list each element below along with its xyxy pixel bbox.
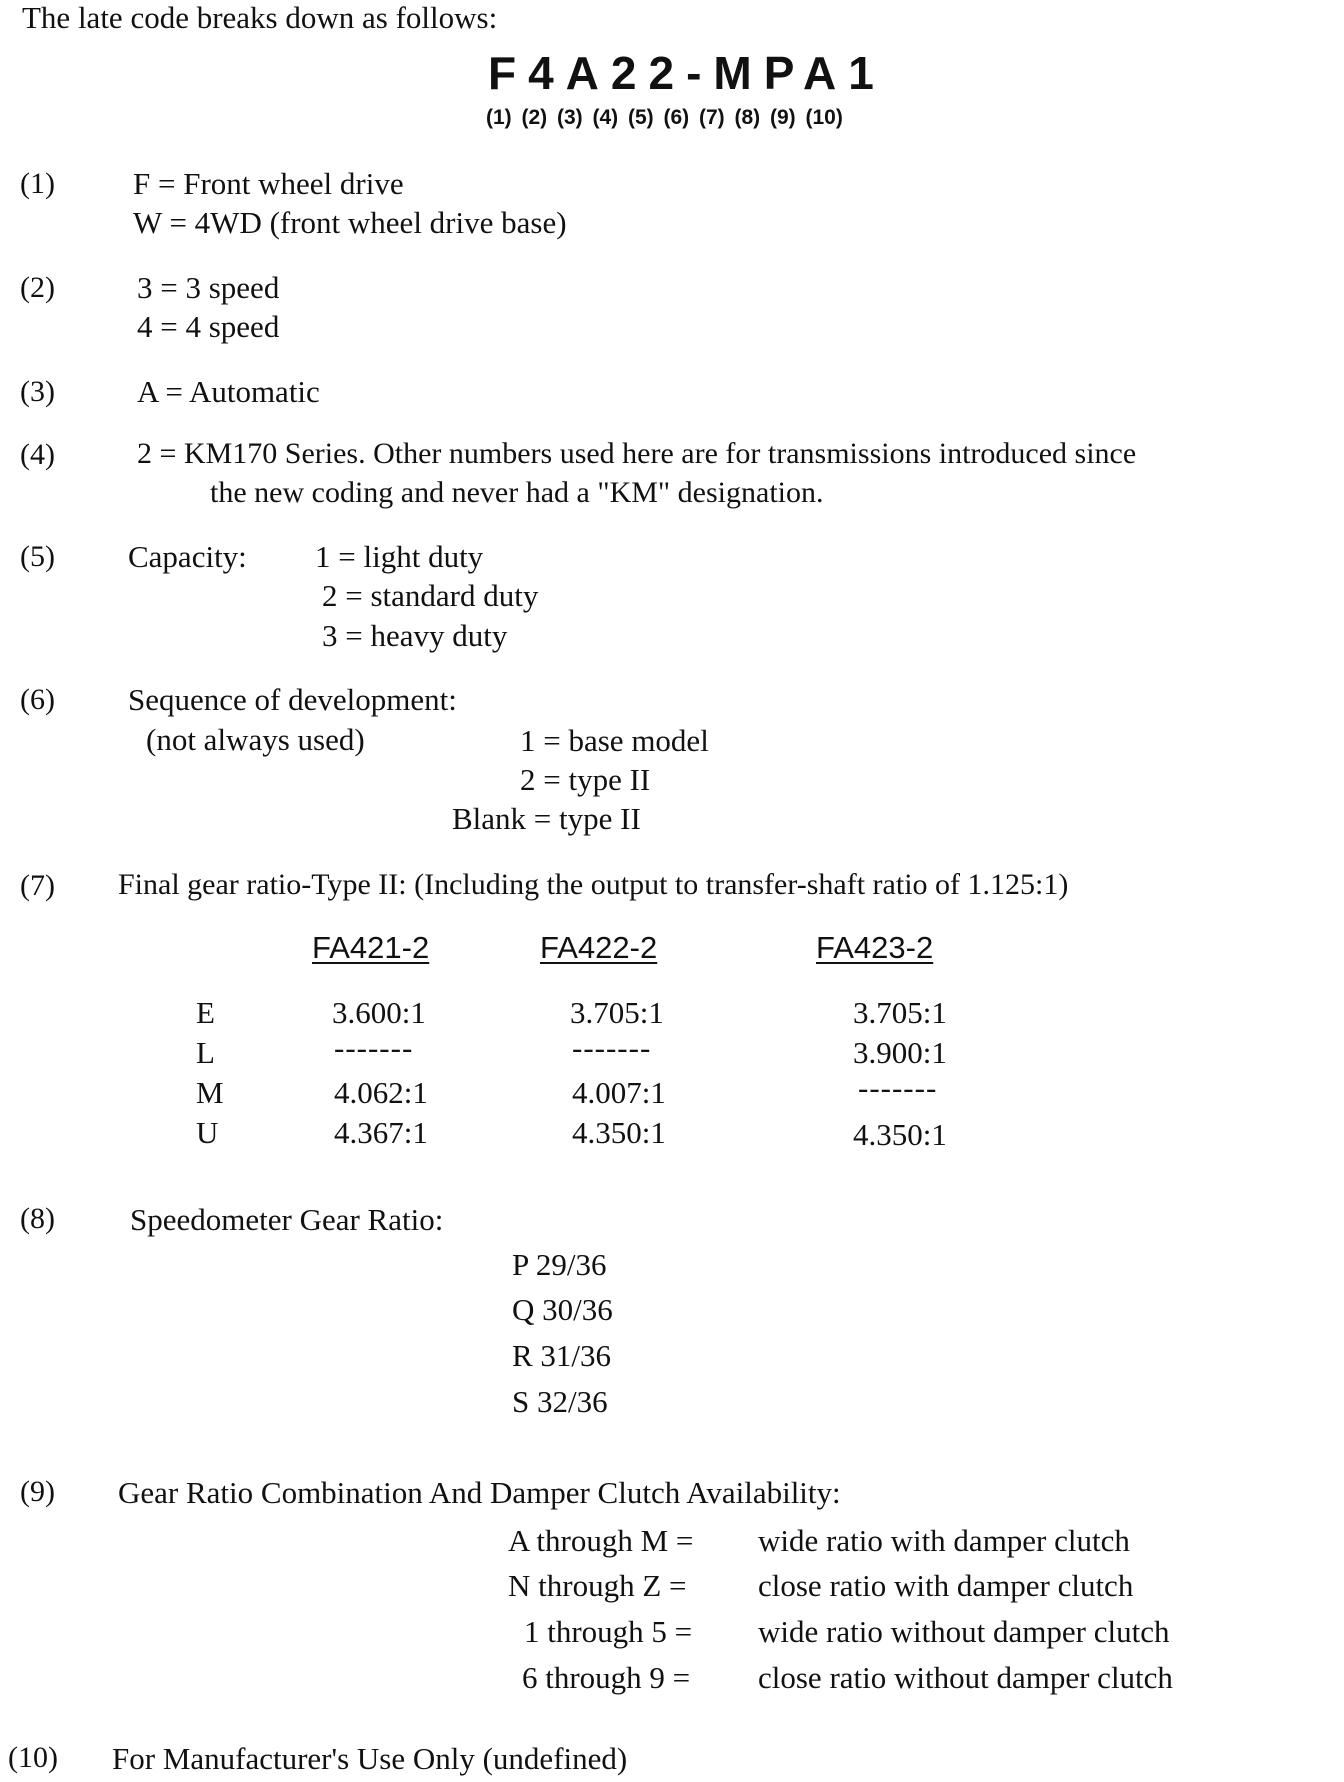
sequence-label: Sequence of development: <box>128 682 457 717</box>
section-number: (3) <box>20 375 55 408</box>
section-number: (2) <box>20 271 55 304</box>
section-number: (8) <box>20 1202 55 1235</box>
sequence-item: Blank = type II <box>452 801 641 836</box>
code-position-labels: (1) (2) (3) (4) (5) (6) (7) (8) (9) (10) <box>486 106 843 129</box>
transmission-code: F4A22-MPA1 <box>488 47 886 99</box>
ratio-description: close ratio with damper clutch <box>758 1568 1134 1603</box>
section-number: (4) <box>20 438 55 471</box>
table-cell: ------- <box>334 1030 414 1065</box>
manufacturer-use-text: For Manufacturer's Use Only (undefined) <box>112 1741 628 1776</box>
table-cell: 3.705:1 <box>853 995 947 1030</box>
capacity-item: 1 = light duty <box>315 539 484 574</box>
table-cell: 3.600:1 <box>332 995 426 1030</box>
ratio-range: 1 through 5 = <box>524 1614 693 1649</box>
speedometer-item: R 31/36 <box>512 1338 612 1373</box>
speedometer-item: S 32/36 <box>512 1384 608 1419</box>
capacity-item: 3 = heavy duty <box>322 618 508 653</box>
section-number: (6) <box>20 683 55 716</box>
table-column-header: FA423-2 <box>816 930 934 965</box>
table-cell: 3.705:1 <box>570 995 664 1030</box>
section-number: (1) <box>20 167 55 200</box>
table-cell: 3.900:1 <box>853 1035 947 1070</box>
section-line: 3 = 3 speed <box>137 270 280 305</box>
section-line: the new coding and never had a "KM" designation. <box>210 476 824 509</box>
section-line: 2 = KM170 Series. Other numbers used here are for transmissions introduced since <box>137 437 1137 470</box>
intro-text: The late code breaks down as follows: <box>22 0 498 35</box>
speedometer-item: Q 30/36 <box>512 1292 613 1327</box>
section-line: F = Front wheel drive <box>133 166 404 201</box>
table-row-code: L <box>196 1035 215 1070</box>
ratio-description: wide ratio with damper clutch <box>758 1523 1130 1558</box>
damper-clutch-title: Gear Ratio Combination And Damper Clutch Availability: <box>118 1475 841 1510</box>
section-line: 4 = 4 speed <box>137 309 280 344</box>
speedometer-title: Speedometer Gear Ratio: <box>130 1202 444 1237</box>
table-cell: 4.350:1 <box>853 1117 947 1152</box>
section-number: (10) <box>8 1741 58 1774</box>
table-cell: ------- <box>858 1070 938 1105</box>
section-number: (5) <box>20 540 55 573</box>
capacity-item: 2 = standard duty <box>322 578 539 613</box>
final-gear-ratio-title: Final gear ratio-Type II: (Including the output to transfer-shaft ratio of 1.125:1) <box>118 868 1069 901</box>
table-cell: 4.007:1 <box>572 1075 666 1110</box>
section-line: A = Automatic <box>137 374 320 409</box>
sequence-sublabel: (not always used) <box>146 722 365 757</box>
section-line: W = 4WD (front wheel drive base) <box>133 205 567 240</box>
ratio-range: A through M = <box>508 1523 694 1558</box>
speedometer-item: P 29/36 <box>512 1247 607 1282</box>
table-column-header: FA422-2 <box>540 930 658 965</box>
table-row-code: E <box>196 995 215 1030</box>
sequence-item: 1 = base model <box>520 723 709 758</box>
capacity-label: Capacity: <box>128 539 247 574</box>
sequence-item: 2 = type II <box>520 762 651 797</box>
table-cell: ------- <box>572 1030 652 1065</box>
table-row-code: M <box>196 1075 224 1110</box>
table-column-header: FA421-2 <box>312 930 430 965</box>
ratio-range: N through Z = <box>508 1568 687 1603</box>
ratio-description: close ratio without damper clutch <box>758 1660 1173 1695</box>
table-cell: 4.062:1 <box>334 1075 428 1110</box>
ratio-range: 6 through 9 = <box>522 1660 691 1695</box>
table-cell: 4.350:1 <box>572 1115 666 1150</box>
table-cell: 4.367:1 <box>334 1115 428 1150</box>
section-number: (9) <box>20 1475 55 1508</box>
table-row-code: U <box>196 1115 219 1150</box>
section-number: (7) <box>20 869 55 902</box>
ratio-description: wide ratio without damper clutch <box>758 1614 1170 1649</box>
